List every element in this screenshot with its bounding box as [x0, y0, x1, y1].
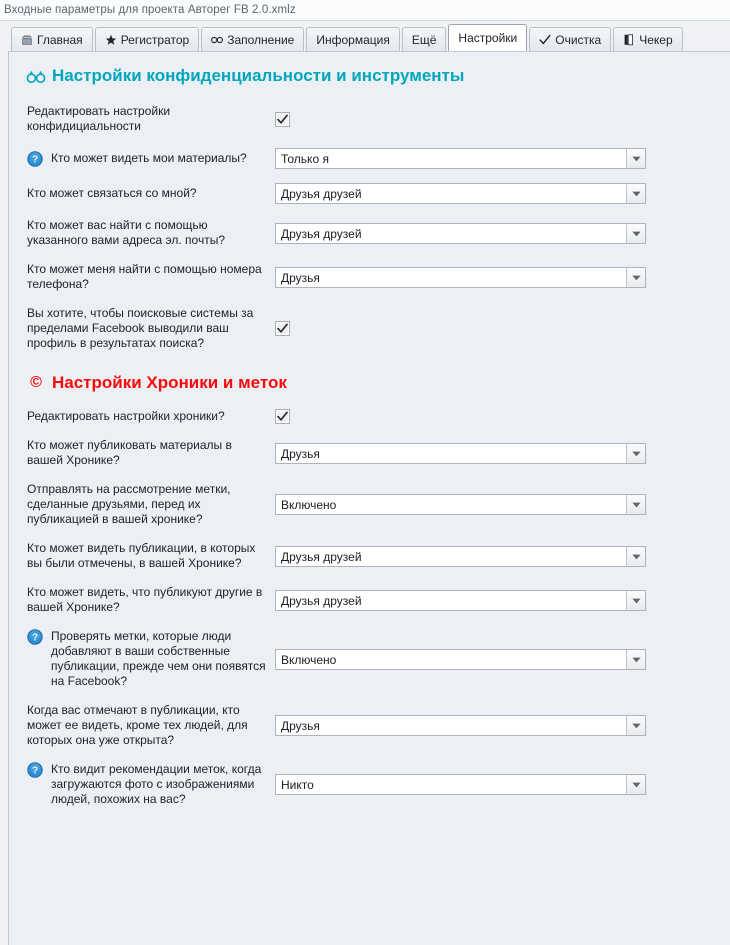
dropdown-value: Только я — [281, 151, 329, 166]
row-control-cell — [275, 585, 730, 611]
row-label: Кто может видеть мои материалы? — [51, 151, 247, 165]
row-control-cell — [275, 762, 730, 795]
form-row — [9, 541, 730, 571]
form-row — [9, 183, 730, 204]
row-label: Кто может связаться со мной? — [27, 186, 197, 200]
chevron-down-icon — [632, 723, 641, 729]
copyright-icon: © — [30, 374, 42, 391]
binoculars-icon — [27, 67, 45, 85]
section-heading — [9, 373, 730, 393]
checkbox[interactable] — [275, 112, 290, 127]
infinity-icon — [210, 34, 224, 46]
copyright-icon — [27, 374, 45, 392]
chevron-down-icon[interactable] — [626, 650, 645, 669]
dropdown-value: Друзья друзей — [281, 226, 362, 241]
chevron-down-icon — [632, 554, 641, 560]
row-label: Кто может меня найти с помощью номера телефона? — [27, 262, 262, 291]
dropdown-value: Друзья друзей — [281, 186, 362, 201]
dropdown[interactable] — [275, 183, 646, 204]
book-icon — [624, 34, 634, 46]
form-row — [9, 306, 730, 351]
row-label: Вы хотите, чтобы поисковые системы за пределами Facebook выводили ваш профиль в результатах поиска? — [27, 306, 254, 350]
row-control-cell — [275, 148, 730, 169]
binoculars-icon — [26, 68, 46, 84]
form-row — [9, 629, 730, 689]
dropdown[interactable] — [275, 774, 646, 795]
row-label-cell — [27, 409, 275, 424]
chevron-down-icon — [632, 502, 641, 508]
chevron-down-icon — [632, 451, 641, 457]
row-control-cell — [275, 183, 730, 204]
form-row — [9, 262, 730, 292]
section-heading — [9, 66, 730, 86]
chevron-down-icon — [632, 156, 641, 162]
chevron-down-icon[interactable] — [626, 444, 645, 463]
section-heading-label: Настройки Хроники и меток — [52, 373, 287, 392]
dropdown[interactable] — [275, 590, 646, 611]
window-titlebar — [0, 0, 730, 21]
checkbox[interactable] — [275, 321, 290, 336]
tab-label: Главная — [37, 32, 83, 47]
row-label-cell — [27, 482, 275, 527]
row-label: Проверять метки, которые люди добавляют в ваши собственные публикации, прежде чем они появятся на Facebook? — [51, 629, 266, 688]
tab-7[interactable] — [613, 27, 682, 51]
dropdown-value: Друзья друзей — [281, 593, 362, 608]
house-icon — [21, 34, 33, 46]
chevron-down-icon — [632, 191, 641, 197]
section-heading-label: Настройки конфиденциальности и инструменты — [52, 66, 465, 85]
row-control-cell — [275, 306, 730, 336]
dropdown[interactable] — [275, 649, 646, 670]
window-title: Входные параметры для проекта Авторег FB 2.0.xmlz — [4, 4, 296, 16]
book-icon — [623, 34, 635, 46]
chevron-down-icon — [632, 598, 641, 604]
row-label-cell — [27, 541, 275, 571]
row-label-cell — [27, 629, 275, 689]
chevron-down-icon — [632, 275, 641, 281]
row-control-cell — [275, 218, 730, 244]
row-label: Редактировать настройки конфидициальности — [27, 104, 171, 133]
check-icon — [539, 34, 551, 46]
form-row — [9, 438, 730, 468]
form-row — [9, 218, 730, 248]
row-label-cell — [27, 262, 275, 292]
dropdown-value: Включено — [281, 652, 337, 667]
form-row — [9, 762, 730, 807]
tab-label: Регистратор — [120, 32, 190, 47]
row-label-cell — [27, 186, 275, 201]
chevron-down-icon[interactable] — [626, 224, 645, 243]
svg-text:?: ? — [31, 154, 39, 166]
row-label: Кто может видеть публикации, в которых вы были отмечены, в вашей Хронике? — [27, 541, 256, 570]
tab-label: Чекер — [639, 32, 673, 47]
star-icon — [105, 34, 117, 46]
dropdown-value: Включено — [281, 497, 337, 512]
help-icon — [27, 762, 43, 778]
row-control-cell — [275, 482, 730, 515]
dropdown[interactable] — [275, 148, 646, 169]
chevron-down-icon[interactable] — [626, 591, 645, 610]
row-label: Кто видит рекомендации меток, когда загружаются фото с изображениями людей, похожих на вас? — [51, 762, 262, 806]
tab-label: Настройки — [458, 31, 518, 45]
tab-0[interactable] — [11, 27, 93, 51]
dropdown-value: Никто — [281, 777, 314, 792]
dropdown[interactable] — [275, 546, 646, 567]
dropdown-value: Друзья — [281, 270, 320, 285]
row-label: Кто может публиковать материалы в вашей Хронике? — [27, 438, 232, 467]
form-row — [9, 482, 730, 527]
settings-form — [9, 52, 730, 807]
row-label: Кто может вас найти с помощью указанного вами адреса эл. почты? — [27, 218, 225, 247]
row-label: Отправлять на рассмотрение метки, сделанные друзьями, перед их публикацией в вашей хронике? — [27, 482, 231, 526]
help-icon[interactable] — [27, 151, 43, 167]
chevron-down-icon[interactable] — [626, 716, 645, 735]
row-label-cell — [27, 218, 275, 248]
dropdown[interactable] — [275, 443, 646, 464]
form-row — [9, 104, 730, 134]
chevron-down-icon — [632, 657, 641, 663]
row-label: Редактировать настройки хроники? — [27, 409, 225, 423]
dropdown[interactable] — [275, 715, 646, 736]
chevron-down-icon — [632, 782, 641, 788]
dropdown[interactable] — [275, 267, 646, 288]
dropdown-value: Друзья — [281, 718, 320, 733]
row-control-cell — [275, 409, 730, 424]
tab-label: Заполнение — [227, 32, 295, 47]
check-icon — [539, 34, 551, 46]
chevron-down-icon[interactable] — [626, 268, 645, 287]
row-control-cell — [275, 262, 730, 288]
row-label-cell — [27, 762, 275, 807]
house-icon — [21, 34, 33, 46]
svg-text:?: ? — [31, 765, 39, 777]
tab-label: Ещё — [411, 32, 437, 47]
chevron-down-icon[interactable] — [626, 495, 645, 514]
row-control-cell — [275, 629, 730, 670]
row-label-cell — [27, 151, 275, 167]
row-label: Кто может видеть, что публикуют другие в вашей Хронике? — [27, 585, 263, 614]
row-control-cell — [275, 104, 730, 127]
row-label-cell — [27, 438, 275, 468]
tab-label: Информация — [316, 32, 390, 47]
row-control-cell — [275, 438, 730, 464]
dropdown[interactable] — [275, 494, 646, 515]
tab-bar — [0, 21, 730, 51]
settings-content-panel — [8, 51, 730, 945]
row-label-cell — [27, 703, 275, 748]
infinity-icon — [211, 34, 223, 46]
form-row — [9, 409, 730, 424]
chevron-down-icon[interactable] — [626, 184, 645, 203]
row-label-cell — [27, 104, 275, 134]
checkbox[interactable] — [275, 409, 290, 424]
tab-4[interactable] — [402, 27, 447, 51]
form-row — [9, 585, 730, 615]
dropdown[interactable] — [275, 223, 646, 244]
chevron-down-icon[interactable] — [626, 775, 645, 794]
tab-1[interactable] — [95, 27, 200, 51]
help-icon[interactable] — [27, 629, 43, 645]
help-icon — [27, 151, 43, 167]
chevron-down-icon[interactable] — [626, 149, 645, 168]
dropdown-value: Друзья — [281, 446, 320, 461]
star-icon — [105, 34, 117, 46]
dropdown-value: Друзья друзей — [281, 549, 362, 564]
row-label: Когда вас отмечают в публикации, кто может ее видеть, кроме тех людей, для которых она уже открыта? — [27, 703, 248, 747]
row-control-cell — [275, 703, 730, 736]
row-control-cell — [275, 541, 730, 567]
row-label-cell — [27, 585, 275, 615]
chevron-down-icon — [632, 231, 641, 237]
tab-label: Очистка — [555, 32, 602, 47]
help-icon — [27, 629, 43, 645]
tab-3[interactable] — [306, 27, 399, 51]
tab-5[interactable] — [448, 24, 527, 51]
svg-text:?: ? — [31, 632, 39, 644]
tab-6[interactable] — [529, 27, 611, 51]
chevron-down-icon[interactable] — [626, 547, 645, 566]
form-row — [9, 703, 730, 748]
row-label-cell — [27, 306, 275, 351]
tab-2[interactable] — [201, 27, 304, 51]
form-row — [9, 148, 730, 169]
help-icon[interactable] — [27, 762, 43, 778]
